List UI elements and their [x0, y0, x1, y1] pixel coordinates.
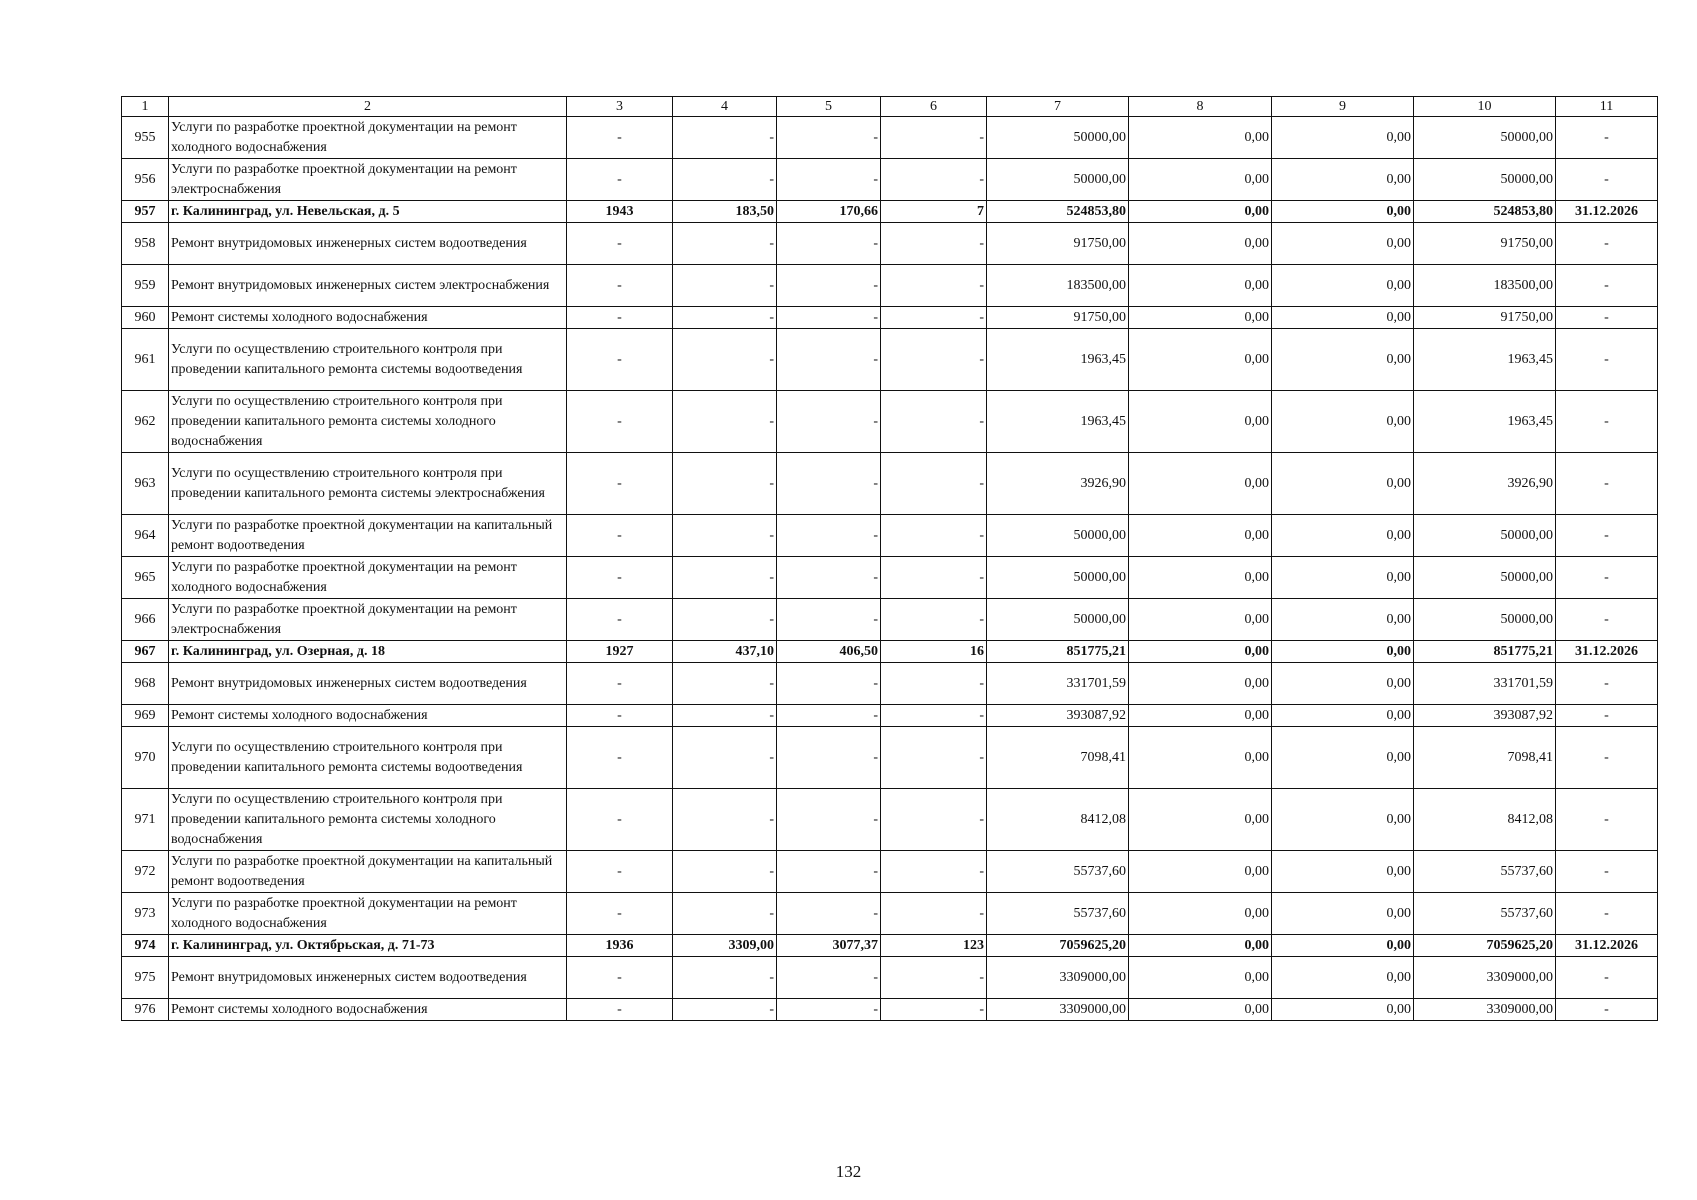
col-3-value: -: [567, 893, 673, 935]
col-11-value: -: [1556, 599, 1658, 641]
col-8-value: 0,00: [1129, 727, 1272, 789]
col-6-value: -: [881, 789, 987, 851]
address-row: [122, 935, 1658, 957]
col-8-value: 0,00: [1129, 265, 1272, 307]
col-6-value: -: [881, 265, 987, 307]
table-row: [122, 705, 1658, 727]
col-8-value: 0,00: [1129, 599, 1272, 641]
address-row: [122, 641, 1658, 663]
work-name: Услуги по разработке проектной документации на ремонт холодного водоснабжения: [169, 117, 567, 159]
col-3-value: -: [567, 265, 673, 307]
col-6-value: -: [881, 515, 987, 557]
row-number: 961: [122, 329, 169, 391]
row-number: 976: [122, 999, 169, 1021]
col-7-value: 50000,00: [987, 117, 1129, 159]
col-8-value: 0,00: [1129, 329, 1272, 391]
work-name: Услуги по осуществлению строительного контроля при проведении капитального ремонта системы холодного водоснабжения: [169, 391, 567, 453]
col-10-value: 393087,92: [1414, 705, 1556, 727]
col-8-value: 0,00: [1129, 851, 1272, 893]
work-name: Ремонт внутридомовых инженерных систем водоотведения: [169, 957, 567, 999]
col-5-value: -: [777, 999, 881, 1021]
col-9-value: 0,00: [1272, 599, 1414, 641]
col-4-value: -: [673, 599, 777, 641]
col-8-value: 0,00: [1129, 789, 1272, 851]
col-11-value: -: [1556, 117, 1658, 159]
col-11-value: -: [1556, 999, 1658, 1021]
col-9-value: 0,00: [1272, 515, 1414, 557]
row-number: 973: [122, 893, 169, 935]
col-11-value: -: [1556, 789, 1658, 851]
col-8-value: 0,00: [1129, 117, 1272, 159]
col-9-value: 0,00: [1272, 641, 1414, 663]
col-5-value: 406,50: [777, 641, 881, 663]
col-7-value: 55737,60: [987, 893, 1129, 935]
col-5-value: -: [777, 893, 881, 935]
row-number: 958: [122, 223, 169, 265]
col-10-value: 55737,60: [1414, 851, 1556, 893]
col-3-value: -: [567, 329, 673, 391]
col-3-value: 1936: [567, 935, 673, 957]
table-row: [122, 265, 1658, 307]
col-9-value: 0,00: [1272, 957, 1414, 999]
col-7-value: 3926,90: [987, 453, 1129, 515]
work-name: Услуги по разработке проектной документации на ремонт холодного водоснабжения: [169, 893, 567, 935]
col-4-value: -: [673, 223, 777, 265]
col-3-value: -: [567, 515, 673, 557]
col-11-value: -: [1556, 515, 1658, 557]
col-8-value: 0,00: [1129, 159, 1272, 201]
table-row: [122, 727, 1658, 789]
col-6-value: -: [881, 117, 987, 159]
col-6-value: 7: [881, 201, 987, 223]
col-3-value: 1927: [567, 641, 673, 663]
col-7-value: 393087,92: [987, 705, 1129, 727]
row-number: 974: [122, 935, 169, 957]
col-7-value: 50000,00: [987, 515, 1129, 557]
col-10-value: 50000,00: [1414, 515, 1556, 557]
col-6-value: 16: [881, 641, 987, 663]
table-row: [122, 663, 1658, 705]
col-8-value: 0,00: [1129, 201, 1272, 223]
col-3-value: -: [567, 999, 673, 1021]
col-4-value: -: [673, 391, 777, 453]
column-header-2: 2: [169, 97, 567, 117]
row-number: 964: [122, 515, 169, 557]
col-6-value: -: [881, 705, 987, 727]
col-8-value: 0,00: [1129, 453, 1272, 515]
col-5-value: -: [777, 329, 881, 391]
table-row: [122, 999, 1658, 1021]
col-7-value: 7098,41: [987, 727, 1129, 789]
row-number: 955: [122, 117, 169, 159]
col-4-value: -: [673, 663, 777, 705]
col-10-value: 331701,59: [1414, 663, 1556, 705]
col-9-value: 0,00: [1272, 307, 1414, 329]
col-5-value: -: [777, 307, 881, 329]
column-header-11: 11: [1556, 97, 1658, 117]
col-3-value: -: [567, 705, 673, 727]
col-10-value: 1963,45: [1414, 329, 1556, 391]
col-3-value: -: [567, 663, 673, 705]
col-10-value: 851775,21: [1414, 641, 1556, 663]
work-name: Услуги по разработке проектной документации на капитальный ремонт водоотведения: [169, 515, 567, 557]
col-7-value: 1963,45: [987, 391, 1129, 453]
col-10-value: 50000,00: [1414, 117, 1556, 159]
column-header-3: 3: [567, 97, 673, 117]
work-name: Ремонт системы холодного водоснабжения: [169, 999, 567, 1021]
table-row: [122, 957, 1658, 999]
col-5-value: -: [777, 453, 881, 515]
col-6-value: -: [881, 599, 987, 641]
col-7-value: 50000,00: [987, 599, 1129, 641]
table-row: [122, 329, 1658, 391]
col-9-value: 0,00: [1272, 557, 1414, 599]
col-10-value: 524853,80: [1414, 201, 1556, 223]
col-6-value: -: [881, 999, 987, 1021]
col-5-value: -: [777, 223, 881, 265]
col-4-value: 183,50: [673, 201, 777, 223]
work-name: Услуги по осуществлению строительного контроля при проведении капитального ремонта системы водоотведения: [169, 727, 567, 789]
col-5-value: -: [777, 705, 881, 727]
col-10-value: 3309000,00: [1414, 957, 1556, 999]
col-5-value: -: [777, 789, 881, 851]
column-header-9: 9: [1272, 97, 1414, 117]
col-7-value: 524853,80: [987, 201, 1129, 223]
col-5-value: -: [777, 727, 881, 789]
col-8-value: 0,00: [1129, 223, 1272, 265]
col-4-value: -: [673, 265, 777, 307]
col-10-value: 7098,41: [1414, 727, 1556, 789]
row-number: 962: [122, 391, 169, 453]
table-row: [122, 391, 1658, 453]
col-11-value: -: [1556, 391, 1658, 453]
table-row: [122, 117, 1658, 159]
work-name: Услуги по разработке проектной документации на ремонт электроснабжения: [169, 159, 567, 201]
col-4-value: -: [673, 705, 777, 727]
col-10-value: 183500,00: [1414, 265, 1556, 307]
col-9-value: 0,00: [1272, 935, 1414, 957]
col-10-value: 3309000,00: [1414, 999, 1556, 1021]
column-header-7: 7: [987, 97, 1129, 117]
col-10-value: 91750,00: [1414, 307, 1556, 329]
col-5-value: 170,66: [777, 201, 881, 223]
column-header-8: 8: [1129, 97, 1272, 117]
col-4-value: -: [673, 557, 777, 599]
col-6-value: -: [881, 391, 987, 453]
column-header-5: 5: [777, 97, 881, 117]
col-11-value: -: [1556, 159, 1658, 201]
col-9-value: 0,00: [1272, 789, 1414, 851]
col-11-value: -: [1556, 663, 1658, 705]
col-3-value: -: [567, 223, 673, 265]
col-5-value: -: [777, 265, 881, 307]
col-4-value: 437,10: [673, 641, 777, 663]
col-7-value: 7059625,20: [987, 935, 1129, 957]
col-6-value: -: [881, 307, 987, 329]
col-5-value: -: [777, 515, 881, 557]
col-10-value: 50000,00: [1414, 557, 1556, 599]
col-3-value: -: [567, 789, 673, 851]
row-number: 959: [122, 265, 169, 307]
col-10-value: 91750,00: [1414, 223, 1556, 265]
column-header-6: 6: [881, 97, 987, 117]
col-11-value: -: [1556, 557, 1658, 599]
row-number: 960: [122, 307, 169, 329]
col-4-value: -: [673, 957, 777, 999]
row-number: 966: [122, 599, 169, 641]
work-name: Ремонт внутридомовых инженерных систем электроснабжения: [169, 265, 567, 307]
col-10-value: 1963,45: [1414, 391, 1556, 453]
col-4-value: -: [673, 789, 777, 851]
row-number: 969: [122, 705, 169, 727]
table-row: [122, 453, 1658, 515]
table-row: [122, 789, 1658, 851]
row-number: 957: [122, 201, 169, 223]
work-name: Ремонт внутридомовых инженерных систем водоотведения: [169, 663, 567, 705]
row-number: 968: [122, 663, 169, 705]
table-row: [122, 893, 1658, 935]
table-row: [122, 159, 1658, 201]
col-4-value: -: [673, 453, 777, 515]
table-row: [122, 515, 1658, 557]
col-7-value: 91750,00: [987, 307, 1129, 329]
col-8-value: 0,00: [1129, 515, 1272, 557]
col-6-value: -: [881, 453, 987, 515]
work-name: Услуги по разработке проектной документации на ремонт электроснабжения: [169, 599, 567, 641]
col-5-value: -: [777, 117, 881, 159]
row-number: 965: [122, 557, 169, 599]
col-10-value: 50000,00: [1414, 599, 1556, 641]
col-4-value: -: [673, 117, 777, 159]
col-7-value: 91750,00: [987, 223, 1129, 265]
col-8-value: 0,00: [1129, 999, 1272, 1021]
row-number: 970: [122, 727, 169, 789]
table-row: [122, 599, 1658, 641]
work-name: Ремонт внутридомовых инженерных систем водоотведения: [169, 223, 567, 265]
col-11-value: -: [1556, 851, 1658, 893]
col-4-value: -: [673, 893, 777, 935]
col-11-value: 31.12.2026: [1556, 201, 1658, 223]
col-7-value: 3309000,00: [987, 999, 1129, 1021]
col-11-value: -: [1556, 265, 1658, 307]
col-6-value: -: [881, 727, 987, 789]
col-3-value: -: [567, 391, 673, 453]
col-10-value: 50000,00: [1414, 159, 1556, 201]
work-name: Услуги по осуществлению строительного контроля при проведении капитального ремонта системы водоотведения: [169, 329, 567, 391]
row-number: 975: [122, 957, 169, 999]
col-11-value: -: [1556, 453, 1658, 515]
row-number: 971: [122, 789, 169, 851]
col-4-value: -: [673, 851, 777, 893]
col-9-value: 0,00: [1272, 851, 1414, 893]
col-11-value: -: [1556, 223, 1658, 265]
col-7-value: 55737,60: [987, 851, 1129, 893]
col-6-value: -: [881, 957, 987, 999]
col-11-value: 31.12.2026: [1556, 641, 1658, 663]
work-name: Ремонт системы холодного водоснабжения: [169, 307, 567, 329]
row-number: 956: [122, 159, 169, 201]
col-3-value: -: [567, 851, 673, 893]
col-9-value: 0,00: [1272, 705, 1414, 727]
col-6-value: -: [881, 893, 987, 935]
col-8-value: 0,00: [1129, 307, 1272, 329]
col-7-value: 331701,59: [987, 663, 1129, 705]
col-10-value: 3926,90: [1414, 453, 1556, 515]
col-8-value: 0,00: [1129, 705, 1272, 727]
table-row: [122, 851, 1658, 893]
address-row: [122, 201, 1658, 223]
col-9-value: 0,00: [1272, 223, 1414, 265]
col-11-value: -: [1556, 705, 1658, 727]
col-4-value: -: [673, 307, 777, 329]
work-name: Услуги по осуществлению строительного контроля при проведении капитального ремонта системы электроснабжения: [169, 453, 567, 515]
col-3-value: -: [567, 557, 673, 599]
col-10-value: 7059625,20: [1414, 935, 1556, 957]
col-8-value: 0,00: [1129, 935, 1272, 957]
col-6-value: -: [881, 663, 987, 705]
col-10-value: 8412,08: [1414, 789, 1556, 851]
col-7-value: 50000,00: [987, 557, 1129, 599]
col-8-value: 0,00: [1129, 557, 1272, 599]
col-9-value: 0,00: [1272, 727, 1414, 789]
col-9-value: 0,00: [1272, 201, 1414, 223]
col-3-value: -: [567, 117, 673, 159]
col-9-value: 0,00: [1272, 663, 1414, 705]
col-5-value: -: [777, 851, 881, 893]
col-9-value: 0,00: [1272, 893, 1414, 935]
row-number: 967: [122, 641, 169, 663]
col-3-value: 1943: [567, 201, 673, 223]
repair-program-table: [121, 96, 1658, 1021]
col-9-value: 0,00: [1272, 265, 1414, 307]
col-7-value: 183500,00: [987, 265, 1129, 307]
col-11-value: -: [1556, 893, 1658, 935]
col-7-value: 8412,08: [987, 789, 1129, 851]
col-9-value: 0,00: [1272, 453, 1414, 515]
col-6-value: -: [881, 159, 987, 201]
col-6-value: -: [881, 557, 987, 599]
work-name: Услуги по разработке проектной документации на ремонт холодного водоснабжения: [169, 557, 567, 599]
work-name: г. Калининград, ул. Невельская, д. 5: [169, 201, 567, 223]
col-4-value: -: [673, 727, 777, 789]
col-4-value: 3309,00: [673, 935, 777, 957]
col-5-value: -: [777, 599, 881, 641]
col-5-value: -: [777, 391, 881, 453]
col-8-value: 0,00: [1129, 957, 1272, 999]
col-3-value: -: [567, 727, 673, 789]
col-6-value: -: [881, 329, 987, 391]
col-8-value: 0,00: [1129, 893, 1272, 935]
col-9-value: 0,00: [1272, 999, 1414, 1021]
table-row: [122, 307, 1658, 329]
work-name: Услуги по осуществлению строительного контроля при проведении капитального ремонта системы холодного водоснабжения: [169, 789, 567, 851]
col-3-value: -: [567, 307, 673, 329]
col-6-value: 123: [881, 935, 987, 957]
col-3-value: -: [567, 599, 673, 641]
col-5-value: -: [777, 557, 881, 599]
table-header: [122, 97, 1658, 117]
table-row: [122, 223, 1658, 265]
col-4-value: -: [673, 159, 777, 201]
col-6-value: -: [881, 851, 987, 893]
col-3-value: -: [567, 453, 673, 515]
col-5-value: -: [777, 159, 881, 201]
col-3-value: -: [567, 159, 673, 201]
col-8-value: 0,00: [1129, 391, 1272, 453]
col-5-value: -: [777, 663, 881, 705]
work-name: г. Калининград, ул. Октябрьская, д. 71-73: [169, 935, 567, 957]
col-4-value: -: [673, 999, 777, 1021]
column-header-10: 10: [1414, 97, 1556, 117]
col-11-value: -: [1556, 957, 1658, 999]
col-4-value: -: [673, 515, 777, 557]
col-5-value: 3077,37: [777, 935, 881, 957]
col-11-value: -: [1556, 329, 1658, 391]
col-4-value: -: [673, 329, 777, 391]
col-8-value: 0,00: [1129, 641, 1272, 663]
work-name: Услуги по разработке проектной документации на капитальный ремонт водоотведения: [169, 851, 567, 893]
col-6-value: -: [881, 223, 987, 265]
col-9-value: 0,00: [1272, 391, 1414, 453]
col-7-value: 1963,45: [987, 329, 1129, 391]
col-10-value: 55737,60: [1414, 893, 1556, 935]
row-number: 972: [122, 851, 169, 893]
col-9-value: 0,00: [1272, 159, 1414, 201]
col-11-value: -: [1556, 727, 1658, 789]
col-11-value: -: [1556, 307, 1658, 329]
table-row: [122, 557, 1658, 599]
page-number: 132: [835, 1162, 862, 1181]
col-7-value: 3309000,00: [987, 957, 1129, 999]
column-header-4: 4: [673, 97, 777, 117]
col-11-value: 31.12.2026: [1556, 935, 1658, 957]
col-9-value: 0,00: [1272, 117, 1414, 159]
column-header-1: 1: [122, 97, 169, 117]
work-name: Ремонт системы холодного водоснабжения: [169, 705, 567, 727]
table-body: [122, 117, 1658, 1021]
col-5-value: -: [777, 957, 881, 999]
col-7-value: 851775,21: [987, 641, 1129, 663]
col-8-value: 0,00: [1129, 663, 1272, 705]
row-number: 963: [122, 453, 169, 515]
col-3-value: -: [567, 957, 673, 999]
col-9-value: 0,00: [1272, 329, 1414, 391]
work-name: г. Калининград, ул. Озерная, д. 18: [169, 641, 567, 663]
col-7-value: 50000,00: [987, 159, 1129, 201]
